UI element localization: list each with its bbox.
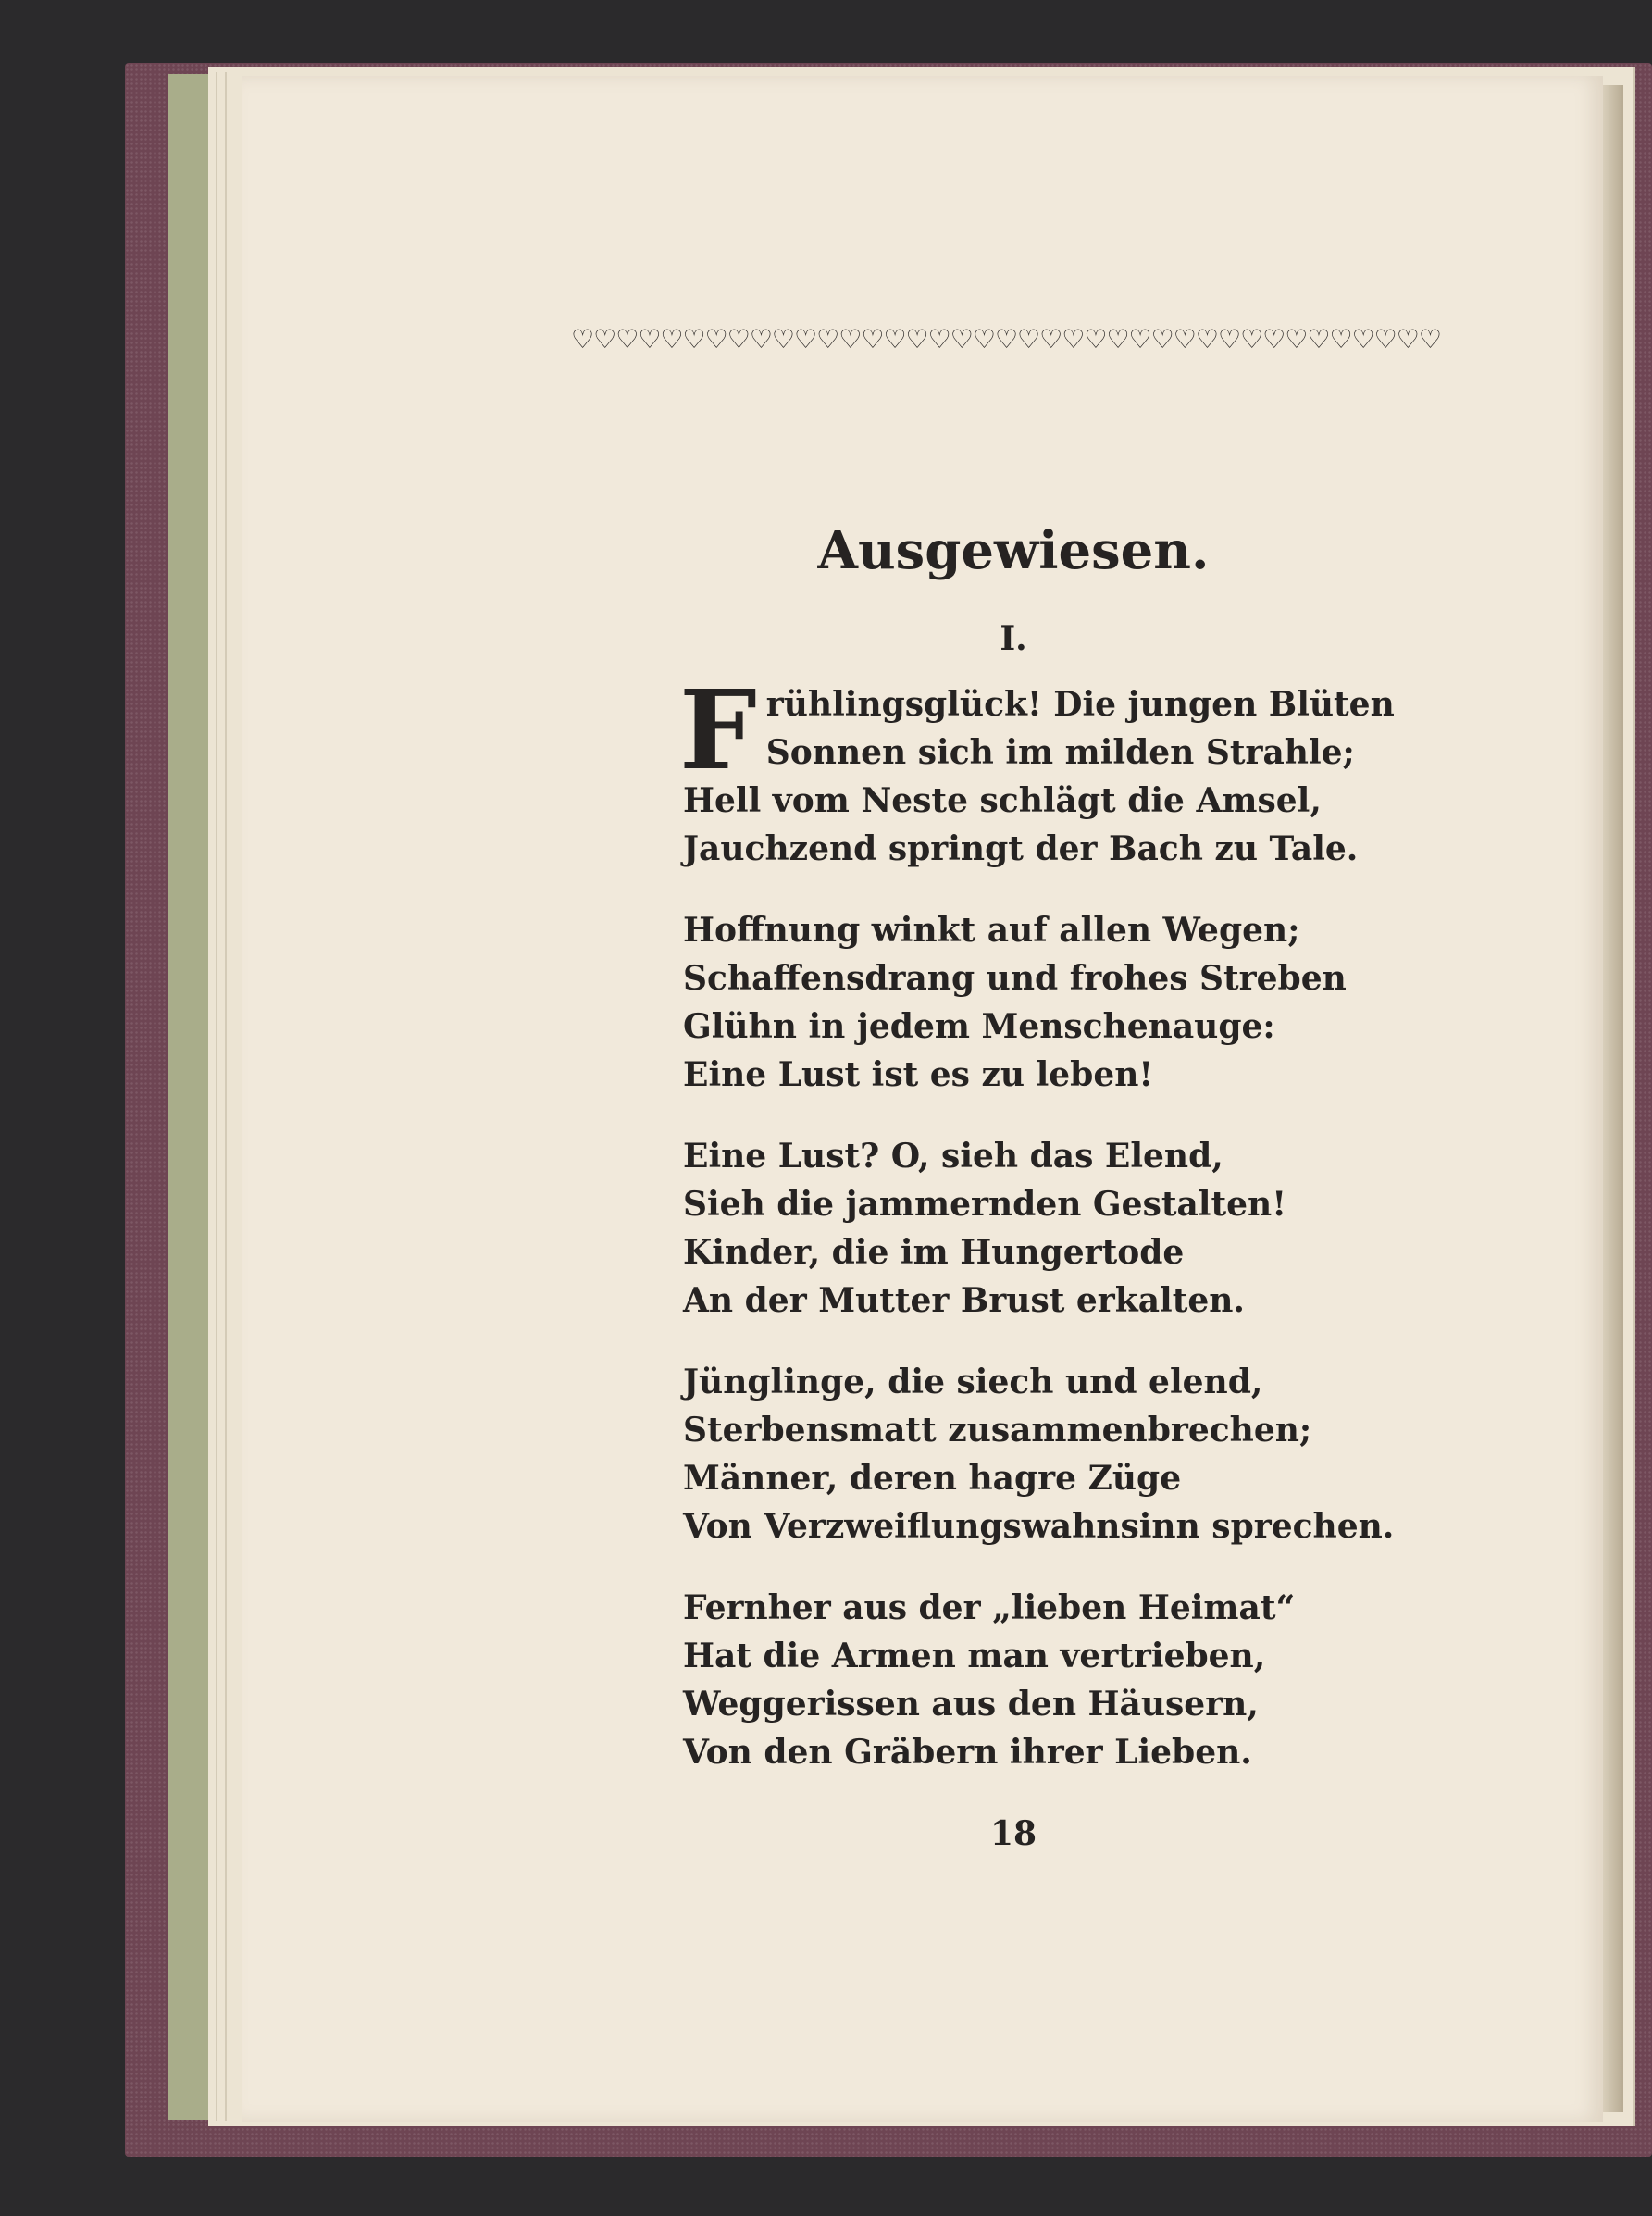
poem-body [679,666,1395,1810]
poem-line: Jünglinge, die siech und elend, [683,1363,1263,1401]
poem-line: Eine Lust ist es zu leben! [683,1055,1154,1094]
poem-line: Von den Gräbern ihrer Lieben. [683,1733,1252,1772]
drop-cap: F [679,666,757,794]
poem-line: Hoffnung winkt auf allen Wegen; [683,911,1300,950]
page-gutter [1603,85,1623,2112]
poem-line: Hat die Armen man vertrieben, [683,1637,1266,1675]
heart-ornament-border: ♡♡♡♡♡♡♡♡♡♡♡♡♡♡♡♡♡♡♡♡♡♡♡♡♡♡♡♡♡♡♡♡♡♡♡♡♡♡♡ [571,326,1441,354]
stanza [679,666,1395,873]
stanza [683,1584,1386,1776]
poem-title: Ausgewiesen. [817,520,1210,581]
poem-line: Hell vom Neste schlägt die Amsel, [683,781,1322,820]
page-number: 18 [989,1814,1037,1853]
poem-part-number: I. [1000,619,1027,658]
stanza [683,1358,1395,1550]
poem-line: Eine Lust? O, sieh das Elend, [683,1137,1223,1176]
poem-line-text: rühlingsglück! Die jungen Blüten [765,685,1395,724]
stanza [683,906,1386,1099]
stanza [683,1132,1386,1325]
poem-line: Kinder, die im Hungertode [683,1233,1185,1272]
poem-line: Schaffensdrang und frohes Streben [683,959,1347,998]
poem-line: Fernher aus der „lieben Heimat“ [683,1588,1296,1627]
poem-line: An der Mutter Brust erkalten. [683,1281,1245,1320]
poem-line: Sonnen sich im milden Strahle; [765,733,1355,772]
poem-line: Sterbensmatt zusammenbrechen; [683,1411,1312,1450]
poem-line: Sieh die jammernden Gestalten! [683,1185,1286,1224]
poem-line: Weggerissen aus den Häusern, [683,1685,1259,1724]
poem-line: Von Verzweiflungswahnsinn sprechen. [683,1507,1395,1546]
poem-line: Jauchzend springt der Bach zu Tale. [683,829,1359,868]
poem-line: Männer, deren hagre Züge [683,1459,1182,1498]
poem-line: Glühn in jedem Menschenauge: [683,1007,1275,1046]
